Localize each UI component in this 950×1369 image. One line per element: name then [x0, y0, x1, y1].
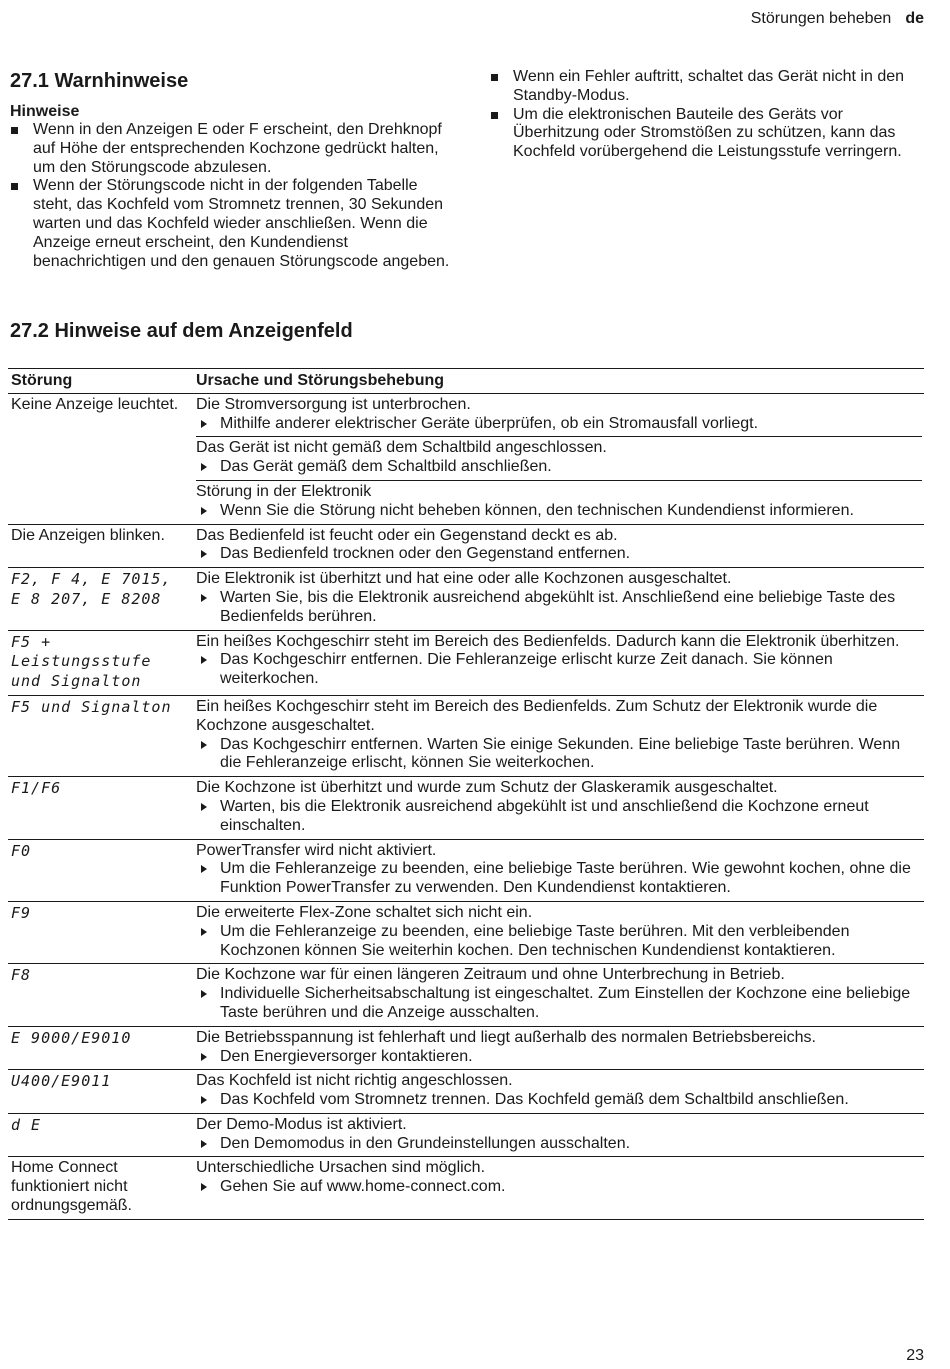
running-header: [751, 10, 924, 28]
fault-code: F1/F6: [11, 779, 62, 798]
cause-text: Das Bedienfeld ist feucht oder ein Gegenstand deckt es ab.: [196, 526, 618, 544]
cause-entry: [196, 1072, 922, 1110]
cause-entry: [196, 527, 922, 565]
note-item: Wenn ein Fehler auftritt, schaltet das Gerät nicht in den Standby-Modus.: [490, 68, 920, 106]
action-step: Den Demomodus in den Grundeinstellungen ausschalten.: [196, 1135, 922, 1154]
fault-code: F5 und Signalton: [11, 697, 172, 716]
table-row: [8, 630, 924, 695]
fault-code: F9: [11, 903, 32, 922]
action-step: Das Gerät gemäß dem Schaltbild anschließen.: [196, 458, 922, 477]
table-row: [8, 695, 924, 776]
table-row: [8, 393, 924, 524]
action-step: Warten Sie, bis die Elektronik ausreichend abgekühlt ist. Anschließend eine beliebige Taste des Bedienfelds berühren.: [196, 589, 922, 627]
cause-entry: [196, 570, 922, 626]
cause-entry: [196, 396, 922, 434]
cause-cell: [193, 393, 924, 524]
action-step: Gehen Sie auf www.home-connect.com.: [196, 1178, 922, 1197]
fault-code: F8: [11, 966, 32, 985]
notes-label: Hinweise: [10, 103, 80, 120]
cause-text: Die Kochzone ist überhitzt und wurde zum Schutz der Glaskeramik ausgeschaltet.: [196, 779, 778, 797]
fault-cell: [8, 524, 193, 568]
action-step: Wenn Sie die Störung nicht beheben können, den technischen Kundendienst informieren.: [196, 502, 922, 521]
fault-cell: [8, 1026, 193, 1070]
cause-cell: [193, 1070, 924, 1114]
cause-cell: [193, 630, 924, 695]
fault-code: F5 + Leistungsstufe und Signalton: [11, 632, 152, 691]
fault-code: Die Anzeigen blinken.: [11, 526, 165, 544]
cause-cell: [193, 1026, 924, 1070]
table-row: [8, 777, 924, 839]
cause-entry: [196, 1116, 922, 1154]
cause-entry: [196, 436, 922, 477]
cause-text: Das Kochfeld ist nicht richtig angeschlossen.: [196, 1072, 513, 1090]
cause-text: Die Stromversorgung ist unterbrochen.: [196, 395, 471, 413]
table-row: [8, 839, 924, 901]
note-item: Wenn in den Anzeigen E oder F erscheint, den Drehknopf auf Höhe der entsprechenden Kochzone gedrückt halten, um den Störungscode abzulesen.: [10, 121, 450, 177]
fault-code: Keine Anzeige leuchtet.: [11, 395, 179, 413]
cause-cell: [193, 964, 924, 1026]
cause-cell: [193, 695, 924, 776]
cause-text: PowerTransfer wird nicht aktiviert.: [196, 841, 437, 859]
cause-entry: [196, 480, 922, 521]
table-row: [8, 964, 924, 1026]
note-item: Wenn der Störungscode nicht in der folgenden Tabelle steht, das Kochfeld vom Stromnetz trennen, 30 Sekunden warten und das Kochfeld wieder anschließen. Wenn die Anzeige erneut erscheint, den Kundendienst benachrichtigen und den genauen Störungscode angeben.: [10, 177, 450, 271]
cause-cell: [193, 568, 924, 630]
cause-text: Störung in der Elektronik: [196, 482, 372, 500]
fault-code: Home Connect funktioniert nicht ordnungsgemäß.: [11, 1159, 132, 1215]
action-step: Mithilfe anderer elektrischer Geräte überprüfen, ob ein Stromausfall vorliegt.: [196, 415, 922, 434]
fault-cell: [8, 568, 193, 630]
cause-cell: [193, 1157, 924, 1219]
cause-entry: [196, 779, 922, 835]
notes-list-right: [490, 68, 920, 162]
cause-entry: [196, 842, 922, 898]
table-row: [8, 1026, 924, 1070]
header-section-title: Störungen beheben: [750, 10, 892, 27]
table-row: [8, 1157, 924, 1219]
fault-table-body: [8, 393, 924, 1219]
fault-table: [8, 368, 924, 1220]
cause-text: Die erweiterte Flex-Zone schaltet sich nicht ein.: [196, 903, 533, 921]
fault-cell: [8, 393, 193, 524]
fault-cell: [8, 839, 193, 901]
cause-text: Die Kochzone war für einen längeren Zeitraum und ohne Unterbrechung in Betrieb.: [196, 966, 785, 984]
action-step: Das Kochgeschirr entfernen. Warten Sie einige Sekunden. Eine beliebige Taste berühren. Wenn die Fehleranzeige erlischt, können Sie weiterkochen.: [196, 736, 922, 774]
action-step: Um die Fehleranzeige zu beenden, eine beliebige Taste berühren. Mit den verbleibenden Kochzonen können Sie weiterhin kochen. Den technischen Kundendienst kontaktieren.: [196, 923, 922, 961]
cause-entry: [196, 1029, 922, 1067]
cause-entry: [196, 966, 922, 1022]
fault-code: d E: [11, 1115, 42, 1134]
fault-cell: [8, 630, 193, 695]
action-step: Den Energieversorger kontaktieren.: [196, 1048, 922, 1067]
warnings-left-column: [10, 68, 450, 271]
cause-text: Das Gerät ist nicht gemäß dem Schaltbild angeschlossen.: [196, 439, 607, 457]
cause-entry: [196, 633, 922, 689]
action-step: Individuelle Sicherheitsabschaltung ist eingeschaltet. Zum Einstellen der Kochzone eine beliebige Taste berühren und die Anzeige ausschalten.: [196, 985, 922, 1023]
cause-cell: [193, 901, 924, 963]
cause-cell: [193, 1113, 924, 1157]
table-header-row: [8, 369, 924, 394]
cause-text: Ein heißes Kochgeschirr steht im Bereich des Bedienfelds. Dadurch kann die Elektronik überhitzen.: [196, 632, 900, 650]
column-header-fault: Störung: [8, 369, 193, 394]
cause-text: Die Elektronik ist überhitzt und hat eine oder alle Kochzonen ausgeschaltet.: [196, 570, 732, 588]
fault-cell: [8, 901, 193, 963]
fault-cell: [8, 1157, 193, 1219]
cause-entry: [196, 904, 922, 960]
cause-cell: [193, 524, 924, 568]
cause-entry: [196, 698, 922, 773]
fault-code: E 9000/E9010: [11, 1028, 132, 1047]
fault-code: F2, F 4, E 7015, E 8 207, E 8208: [11, 570, 172, 608]
fault-code: F0: [11, 841, 32, 860]
section-27-1-title: 27.1 Warnhinweise: [10, 70, 189, 92]
warnings-right-column: [490, 68, 920, 162]
table-row: [8, 568, 924, 630]
cause-cell: [193, 839, 924, 901]
section-27-2-title: 27.2 Hinweise auf dem Anzeigenfeld: [10, 320, 353, 342]
fault-cell: [8, 695, 193, 776]
cause-cell: [193, 777, 924, 839]
fault-cell: [8, 1113, 193, 1157]
action-step: Um die Fehleranzeige zu beenden, eine beliebige Taste berühren. Wie gewohnt kochen, ohne die Funktion PowerTransfer zu verwenden. Den Kundendienst kontaktieren.: [196, 860, 922, 898]
action-step: Das Bedienfeld trocknen oder den Gegenstand entfernen.: [196, 545, 922, 564]
table-row: [8, 1113, 924, 1157]
action-step: Das Kochgeschirr entfernen. Die Fehleranzeige erlischt kurze Zeit danach. Sie können weiterkochen.: [196, 651, 922, 689]
fault-cell: [8, 1070, 193, 1114]
table-row: [8, 901, 924, 963]
table-row: [8, 1070, 924, 1114]
notes-list-left: [10, 121, 450, 271]
page-number: 23: [906, 1347, 924, 1364]
cause-text: Unterschiedliche Ursachen sind möglich.: [196, 1159, 486, 1177]
cause-text: Der Demo-Modus ist aktiviert.: [196, 1115, 407, 1133]
fault-cell: [8, 964, 193, 1026]
cause-text: Ein heißes Kochgeschirr steht im Bereich des Bedienfelds. Zum Schutz der Elektronik wurde die Kochzone ausgeschaltet.: [196, 697, 878, 734]
header-language: de: [905, 10, 924, 27]
note-item: Um die elektronischen Bauteile des Geräts vor Überhitzung oder Stromstößen zu schützen, kann das Kochfeld vorübergehend die Leistungsstufe verringern.: [490, 106, 920, 162]
column-header-cause: Ursache und Störungsbehebung: [193, 369, 924, 394]
action-step: Warten, bis die Elektronik ausreichend abgekühlt ist und anschließend die Kochzone erneut einschalten.: [196, 798, 922, 836]
action-step: Das Kochfeld vom Stromnetz trennen. Das Kochfeld gemäß dem Schaltbild anschließen.: [196, 1091, 922, 1110]
fault-code: U400/E9011: [11, 1072, 112, 1091]
fault-cell: [8, 777, 193, 839]
table-row: [8, 524, 924, 568]
cause-entry: [196, 1159, 922, 1197]
cause-text: Die Betriebsspannung ist fehlerhaft und liegt außerhalb des normalen Betriebsbereichs.: [196, 1028, 816, 1046]
